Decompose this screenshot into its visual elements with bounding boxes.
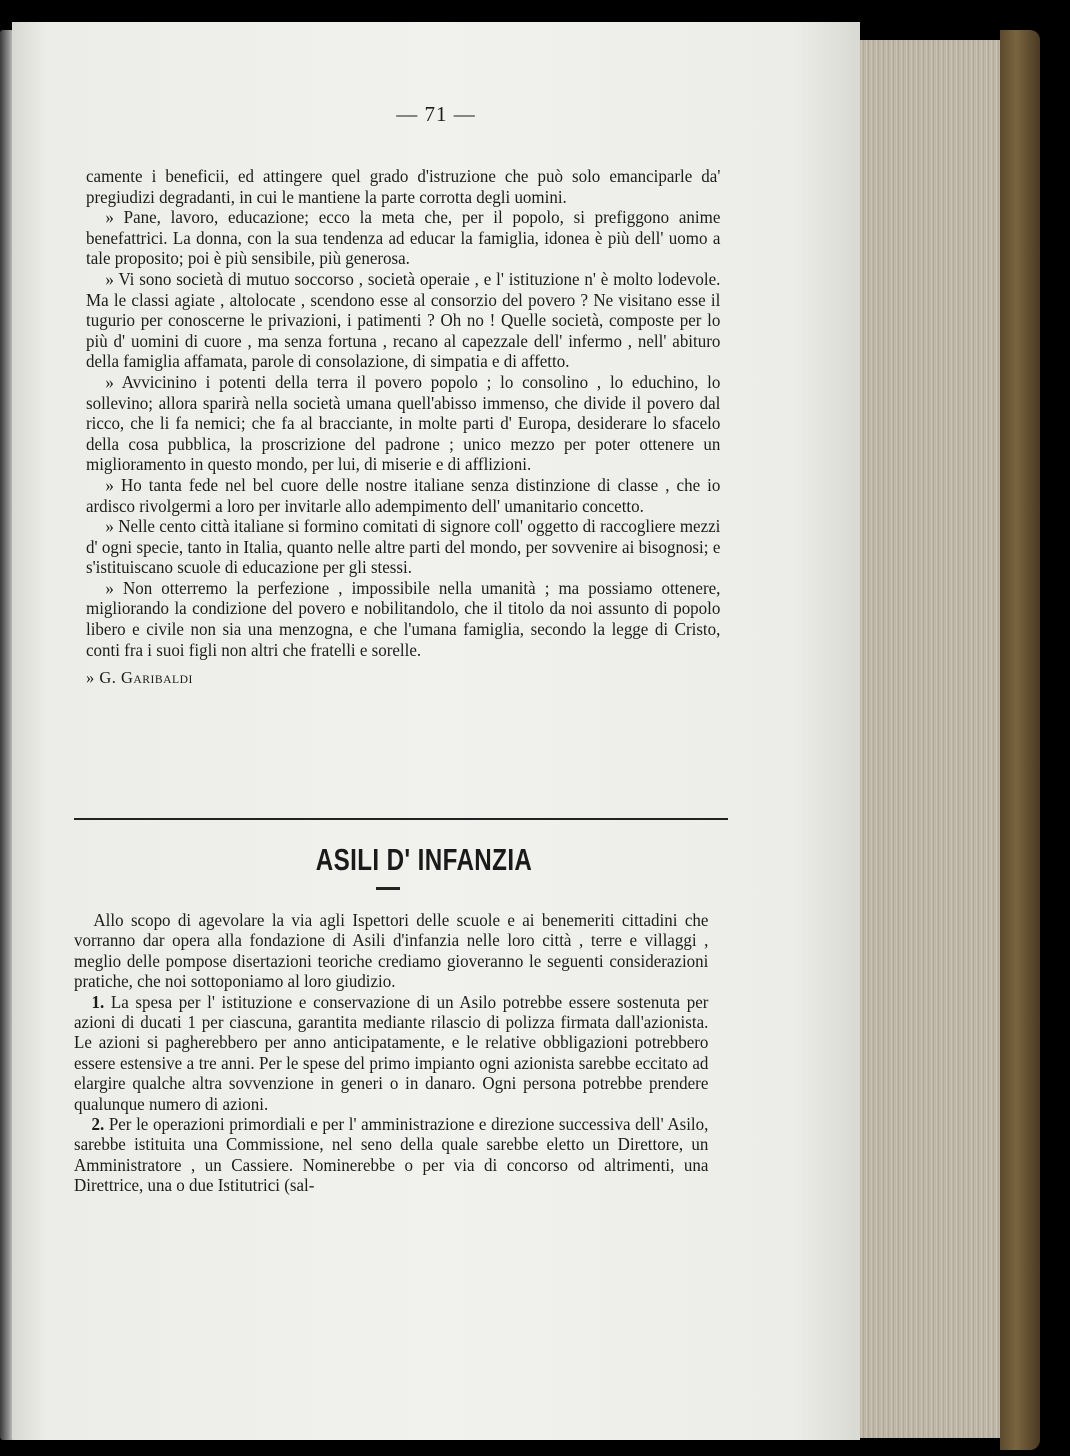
item-number: 1. [91,991,105,1012]
title-dash [376,887,400,890]
section-text [74,910,728,1196]
signature [86,668,720,689]
letter-text [86,166,740,689]
section-divider [74,818,728,820]
page-number: — 71 — [396,102,476,126]
item-text: La spesa per l' istituzione e conservazione di un Asilo potrebbe essere sostenuta per azioni di ducati 1 per ciascuna, garantita mediante rilascio di polizza firmata dall'azionista. Le azioni si pagherebbero per anno anticipatamente, e le relative obbligazioni potrebbero essere estensive a tre anni. Per le spese del primo impianto ogni azionista sarebbe eccitato ad elargire qualche altra sovvenzione in generi o in danaro. Ogni persona potrebbe prendere qualunque numero di azioni. [74,991,709,1114]
page-stack-edge [855,40,1015,1438]
book-spine [1000,30,1040,1450]
signature-name: Garibaldi [120,668,193,688]
section-item-1 [74,992,708,1114]
item-text: Per le operazioni primordiali e per l' amministrazione e direzione successiva dell' Asilo, sarebbe istituita una Commissione, nel seno della quale sarebbe eletto un Direttore, un Amministratore , un Cassiere. Nominerebbe o per via di concorso od altrimenti, una Direttrice, una o due Istitutrici (sal- [74,1114,709,1196]
letter-paragraph: » Ho tanta fede nel bel cuore delle nostre italiane senza distinzione di classe , che io ardisco rivolgermi a loro per invitarle allo adempimento dell' umanitario concetto. [86,474,721,516]
section-intro: Allo scopo di agevolare la via agli Ispettori delle scuole e ai benemeriti cittadini che vorranno dar opera alla fondazione di Asili d'infanzia nelle loro città , terre e villaggi , meglio delle pompose disertazioni teoriche crediamo gioveranno le seguenti considerazioni pratiche, che noi sottoponiamo al loro giudizio. [74,910,709,992]
letter-paragraph: » Pane, lavoro, educazione; ecco la meta che, per il popolo, si prefiggono anime benefattrici. La donna, con la sua tendenza ad educar la famiglia, idonea è più dell' uomo a tale proposito; poi è più sensibile, più generosa. [86,207,721,269]
book-page [12,22,860,1440]
item-number: 2. [91,1114,105,1135]
letter-paragraph: » Vi sono società di mutuo soccorso , società operaie , e l' istituzione n' è molto lodevole. Ma le classi agiate , altolocate , scendono esse al consorzio del povero ? Ne visitano esse il tugurio per conoscerne le privazioni, i patimenti ? Oh no ! Quelle società, composte per lo più d' uomini di cuore , ma senza fortuna , recano al capezzale dell' infermo , nell' abituro della famiglia affamata, parole di consolazione, di simpatia e di affetto. [86,268,721,372]
letter-paragraph: » Non otterremo la perfezione , impossibile nella umanità ; ma possiamo ottenere, migliorando la condizione del povero e nobilitandolo, che il titolo da noi assunto di popolo libero e civile non sia una menzogna, e che l'umana famiglia, secondo la legge di Cristo, conti fra i suoi figli non altri che fratelli e sorelle. [86,577,721,660]
letter-paragraph: camente i beneficii, ed attingere quel grado d'istruzione che può solo emanciparle da' pregiudizi degradanti, in cui le mantiene la parte corrotta degli uomini. [86,166,721,207]
section-title: ASILI D' INFANZIA [315,842,533,877]
section-item-2 [74,1114,708,1196]
letter-paragraph: » Nelle cento città italiane si formino comitati di signore coll' oggetto di raccogliere mezzi d' ogni specie, tanto in Italia, quanto nelle altre parti del mondo, per sovvenire ai bisognosi; e s'istituiscano scuole di educazione per gli stessi. [86,516,721,578]
letter-paragraph: » Avvicinino i potenti della terra il povero popolo ; lo consolino , lo educhino, lo sollevino; allora sparirà nella società umana quell'abisso immenso, che divide il povero dal ricco, che li fa nemici; che fa al bracciante, in molte parti d' Europa, desiderare lo sfacelo della cosa pubblica, la proscrizione del padrone ; unico mezzo per poter ottenere un miglioramento in questo mondo, per lui, di miserie e di afflizioni. [86,371,721,475]
signature-prefix: » G. [86,668,117,688]
